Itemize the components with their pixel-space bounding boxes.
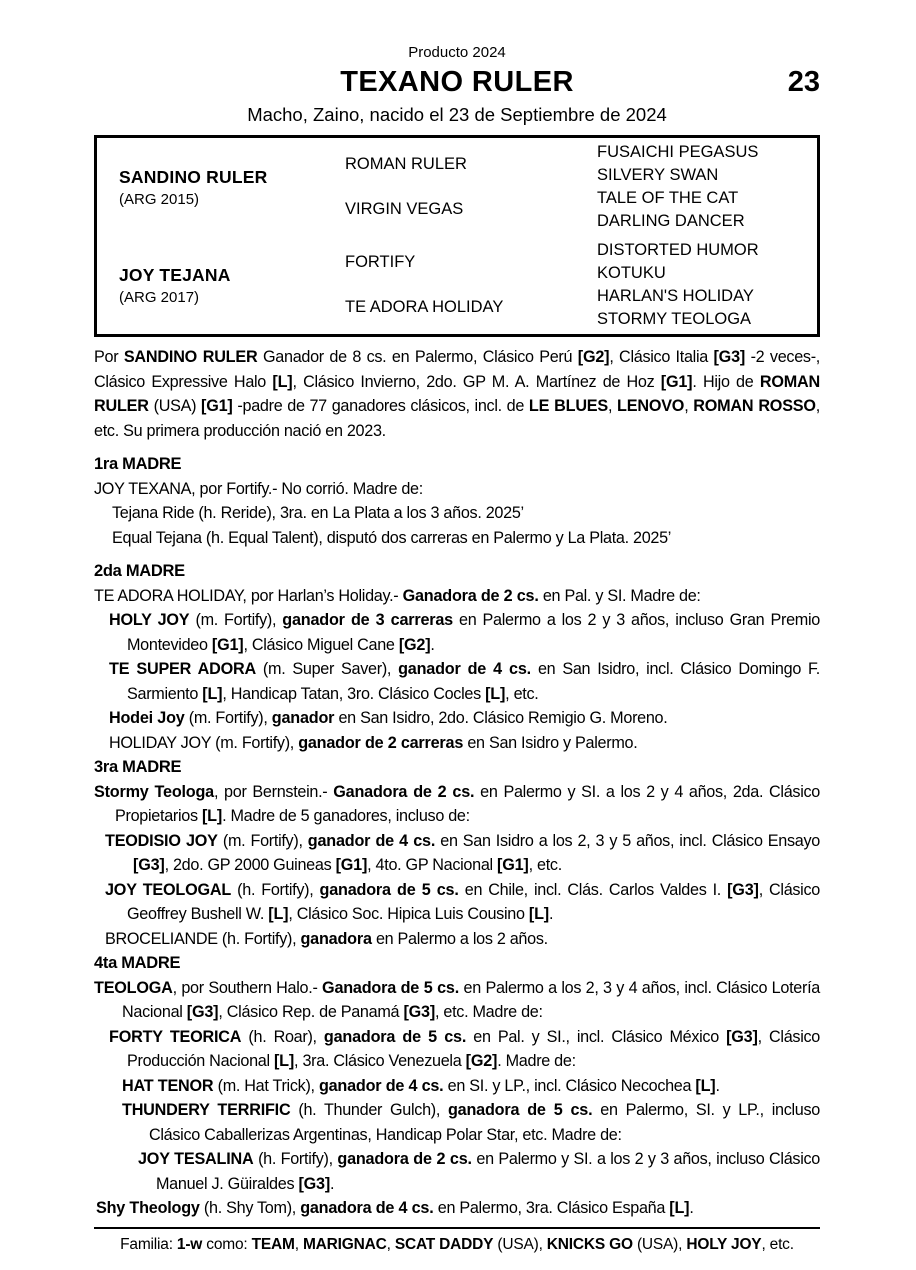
bold-text: TE SUPER ADORA	[109, 660, 256, 678]
parent-name: ROMAN RULER	[345, 155, 467, 173]
madre-sections	[94, 452, 820, 1221]
text: en Palermo a los 2 y 3 años, incluso Gran Premio Montevideo	[127, 611, 820, 654]
grandparent-name: SILVERY SWAN	[597, 166, 719, 184]
lot-number: 23	[787, 66, 820, 98]
text: (h. Thunder Gulch),	[290, 1101, 448, 1119]
madre-section	[94, 559, 820, 755]
parent-name: TE ADORA HOLIDAY	[345, 298, 504, 316]
pedigree-line	[94, 657, 820, 706]
bold-text: ROMAN RULER	[94, 372, 820, 415]
text: .	[715, 1076, 720, 1095]
madre-section-heading: 2da MADRE	[94, 562, 185, 580]
text: -padre de 77 ganadores clásicos, incl. de	[232, 397, 529, 415]
bold-text: ganador de 4 cs.	[318, 1076, 444, 1095]
text: , por Southern Halo.-	[172, 978, 323, 997]
bold-text: [G2]	[465, 1052, 498, 1070]
bold-text: ganador	[271, 709, 335, 727]
bold-text: MARIGNAC	[302, 1235, 387, 1253]
text: , 3ra. Clásico Venezuela	[294, 1052, 466, 1070]
pedigree-line	[94, 477, 820, 502]
text: ,	[684, 397, 694, 415]
text: , Clásico Producción Nacional	[127, 1027, 820, 1070]
parents-column	[345, 138, 597, 236]
horse-name-title: TEXANO RULER	[340, 66, 574, 98]
text: , Clásico Soc. Hipica Luis Cousino	[288, 905, 529, 923]
text: como:	[202, 1235, 252, 1253]
text: , 2do. GP 2000 Guineas	[164, 856, 336, 874]
text: (m. Fortify),	[189, 611, 283, 629]
text: (m. Fortify),	[217, 831, 308, 850]
bold-text: ganador de 4 cs.	[307, 831, 436, 850]
text: en Palermo y SI. a los 2 y 4 años, 2da. Clásico Propietarios	[115, 782, 820, 825]
bold-text: [L]	[268, 905, 289, 923]
madre-section-heading: 4ta MADRE	[94, 954, 181, 972]
text: en Palermo, 3ra. Clásico España	[433, 1199, 670, 1217]
parents-column	[345, 236, 597, 334]
text: , 4to. GP Nacional	[367, 856, 498, 874]
pedigree-line	[94, 501, 820, 526]
parent-name: FORTIFY	[345, 253, 416, 271]
text: , Clásico Italia	[609, 348, 714, 366]
text: (USA),	[493, 1235, 547, 1253]
ancestor-cell	[97, 138, 345, 236]
text: , etc.	[505, 684, 539, 703]
bold-text: [G1]	[497, 856, 529, 874]
text: BROCELIANDE (h. Fortify),	[105, 929, 301, 948]
text: en Palermo a los 2 años.	[371, 929, 548, 948]
text: HOLIDAY JOY (m. Fortify),	[109, 733, 299, 752]
bold-text: HAT TENOR	[122, 1076, 214, 1095]
bold-text: TEAM	[251, 1235, 295, 1253]
madre-section-heading: 3ra MADRE	[94, 758, 182, 776]
text: , etc.	[761, 1235, 794, 1253]
bold-text: 1-w	[176, 1235, 203, 1253]
bold-text: [G1]	[211, 635, 244, 654]
madre-section-heading: 1ra MADRE	[94, 455, 182, 473]
birth-description: Macho, Zaino, nacido el 23 de Septiembre de 2024	[247, 104, 667, 125]
bold-text: ganadora de 5 cs.	[319, 880, 459, 899]
bold-text: [L]	[485, 684, 506, 703]
text: en Pal. y SI. Madre de:	[538, 586, 701, 605]
bold-text: [L]	[669, 1199, 690, 1217]
pedigree-line	[94, 976, 820, 1025]
bold-text: ganador de 4 cs.	[398, 660, 531, 678]
pedigree-line	[94, 1147, 820, 1196]
ancestor-cell	[97, 236, 345, 334]
title-row	[94, 65, 820, 101]
text: en Palermo, SI. y LP., incluso Clásico Caballerizas Argentinas, Handicap Polar Star, etc. Madre de:	[149, 1101, 820, 1144]
bold-text: TEODISIO JOY	[105, 831, 218, 850]
text: en Palermo a los 2, 3 y 4 años, incl. Clásico Lotería Nacional	[122, 978, 820, 1021]
text: (h. Shy Tom),	[199, 1199, 301, 1217]
parent-name: VIRGIN VEGAS	[345, 200, 464, 218]
bold-text: [G1]	[660, 372, 693, 391]
text: (h. Roar),	[241, 1027, 324, 1046]
bold-text: [G3]	[713, 348, 746, 366]
bold-text: [G3]	[133, 856, 165, 874]
bold-text: Shy Theology	[96, 1199, 200, 1217]
pedigree-line	[94, 584, 820, 609]
text: en Palermo y SI. a los 2 y 3 años, incluso Clásico Manuel J. Güiraldes	[156, 1150, 820, 1193]
text: ,	[608, 397, 618, 415]
text: en SI. y LP., incl. Clásico Necochea	[443, 1076, 696, 1095]
text: . Madre de 5 ganadores, incluso de:	[222, 807, 470, 825]
text: (h. Fortify),	[253, 1150, 338, 1168]
sire-paragraph	[94, 345, 820, 443]
text: , Handicap Tatan, 3ro. Clásico Cocles	[222, 684, 486, 703]
bold-text: THUNDERY TERRIFIC	[122, 1101, 291, 1119]
text: -2 veces-, Clásico Expressive Halo	[94, 348, 820, 391]
text: , Clásico Miguel Cane	[243, 635, 399, 654]
text: , etc. Su primera producción nació en 2023.	[94, 397, 820, 440]
bold-text: [G3]	[186, 1003, 219, 1021]
text: , Clásico Geoffrey Bushell W.	[127, 880, 820, 923]
bold-text: [L]	[528, 905, 549, 923]
bold-text: Ganadora de 5 cs.	[322, 978, 460, 997]
text: JOY TEXANA, por Fortify.- No corrió. Madre de:	[94, 479, 423, 498]
bold-text: [G3]	[726, 1027, 758, 1046]
grandparent-name: FUSAICHI PEGASUS	[597, 143, 759, 161]
bold-text: HOLY JOY	[686, 1235, 762, 1253]
bold-text: [G3]	[727, 880, 759, 899]
bold-text: [G3]	[403, 1003, 436, 1021]
bold-text: [L]	[201, 807, 223, 825]
bold-text: Ganadora de 2 cs.	[402, 586, 539, 605]
bold-text: [L]	[273, 1052, 295, 1070]
grandparent-name: DARLING DANCER	[597, 212, 745, 230]
text: Ganador de 8 cs. en Palermo, Clásico Perú	[257, 348, 578, 366]
text: (h. Fortify),	[231, 880, 320, 899]
text: TE ADORA HOLIDAY, por Harlan’s Holiday.-	[94, 586, 403, 605]
grandparent-name: STORMY TEOLOGA	[597, 310, 752, 328]
ancestor-origin: (ARG 2015)	[119, 190, 200, 208]
ancestor-name: SANDINO RULER	[119, 166, 268, 187]
text: . Hijo de	[692, 372, 760, 391]
text: . Madre de:	[497, 1052, 576, 1070]
ancestor-name: JOY TEJANA	[119, 264, 231, 285]
text: .	[330, 1174, 335, 1193]
family-footer-text	[94, 1229, 820, 1257]
pedigree-line	[94, 927, 820, 952]
text: Equal Tejana (h. Equal Talent), disputó dos carreras en Palermo y La Plata. 2025’	[112, 528, 672, 547]
bold-text: ganadora de 2 cs.	[337, 1150, 472, 1168]
pedigree-line	[94, 526, 820, 551]
bold-text: SANDINO RULER	[123, 348, 258, 366]
bold-text: JOY TESALINA	[138, 1150, 254, 1168]
text: .	[689, 1199, 694, 1217]
pedigree-row-sire	[97, 138, 817, 236]
bold-text: JOY TEOLOGAL	[105, 880, 232, 899]
text: Familia:	[120, 1235, 177, 1253]
madre-section	[94, 951, 820, 1221]
bold-text: [L]	[695, 1076, 716, 1095]
bold-text: TEOLOGA	[94, 978, 173, 997]
text: Por	[94, 348, 124, 366]
text: en San Isidro, 2do. Clásico Remigio G. Moreno.	[334, 709, 668, 727]
pedigree-line	[94, 1196, 820, 1221]
madre-section	[94, 452, 820, 550]
grandparent-name: HARLAN'S HOLIDAY	[597, 287, 754, 305]
bold-text: ganador de 3 carreras	[282, 611, 453, 629]
bold-text: ROMAN ROSSO	[693, 397, 816, 415]
bold-text: [G3]	[298, 1174, 331, 1193]
text: , Clásico Invierno, 2do. GP M. A. Martínez de Hoz	[292, 372, 661, 391]
pedigree-line	[94, 1098, 820, 1147]
bold-text: [L]	[272, 372, 293, 391]
grandparents-column	[597, 236, 817, 334]
bold-text: ganadora de 4 cs.	[300, 1199, 434, 1217]
bold-text: [G2]	[398, 635, 431, 654]
text: .	[430, 635, 435, 654]
text: en Chile, incl. Clás. Carlos Valdes I.	[458, 880, 728, 899]
pedigree-line	[94, 878, 820, 927]
bold-text: [G1]	[335, 856, 368, 874]
bold-text: Ganadora de 2 cs.	[333, 782, 475, 801]
bold-text: Stormy Teologa	[94, 782, 214, 801]
text: , etc.	[528, 856, 562, 874]
pedigree-line	[94, 731, 820, 756]
bold-text: FORTY TEORICA	[109, 1027, 242, 1046]
text: , por Bernstein.-	[214, 782, 334, 801]
pedigree-row-dam	[97, 236, 817, 334]
bold-text: ganadora de 5 cs.	[323, 1027, 467, 1046]
bold-text: HOLY JOY	[109, 611, 190, 629]
pedigree-line	[94, 608, 820, 657]
pedigree-line	[94, 1074, 820, 1099]
bold-text: ganadora	[300, 929, 372, 948]
grandparent-name: KOTUKU	[597, 264, 666, 282]
ancestor-origin: (ARG 2017)	[119, 288, 200, 306]
pedigree-line	[94, 780, 820, 829]
text: , Clásico Rep. de Panamá	[218, 1003, 404, 1021]
bold-text: [G1]	[201, 397, 233, 415]
pedigree-line	[94, 706, 820, 731]
text: (m. Fortify),	[184, 709, 272, 727]
grandparents-column	[597, 138, 817, 236]
text: ,	[294, 1235, 303, 1253]
text: en San Isidro y Palermo.	[463, 733, 638, 752]
text: ,	[386, 1235, 395, 1253]
grandparent-name: DISTORTED HUMOR	[597, 241, 759, 259]
text: en Pal. y SI., incl. Clásico México	[466, 1027, 727, 1046]
text: (USA)	[148, 397, 201, 415]
bold-text: LENOVO	[617, 397, 685, 415]
text: Tejana Ride (h. Reride), 3ra. en La Plata a los 3 años. 2025’	[112, 504, 524, 522]
text: en San Isidro a los 2, 3 y 5 años, incl. Clásico Ensayo	[435, 831, 820, 850]
pedigree-line	[94, 1025, 820, 1074]
production-year-kicker: Producto 2024	[408, 44, 506, 61]
bold-text: ganadora de 5 cs.	[447, 1101, 593, 1119]
bold-text: Hodei Joy	[109, 709, 185, 727]
pedigree-table	[94, 135, 820, 337]
text: .	[548, 905, 554, 923]
grandparent-name: TALE OF THE CAT	[597, 189, 739, 207]
text: (USA),	[632, 1235, 687, 1253]
pedigree-line	[94, 829, 820, 878]
bold-text: SCAT DADDY	[394, 1235, 494, 1253]
bold-text: [G2]	[577, 348, 610, 366]
text: (m. Super Saver),	[255, 660, 399, 678]
bold-text: LE BLUES	[528, 397, 609, 415]
madre-section	[94, 755, 820, 951]
text: en San Isidro, incl. Clásico Domingo F. Sarmiento	[127, 660, 820, 703]
text: (m. Hat Trick),	[213, 1076, 319, 1095]
bold-text: [L]	[202, 684, 223, 703]
bold-text: KNICKS GO	[546, 1235, 633, 1253]
text: , etc. Madre de:	[435, 1003, 543, 1021]
bold-text: ganador de 2 carreras	[298, 733, 464, 752]
